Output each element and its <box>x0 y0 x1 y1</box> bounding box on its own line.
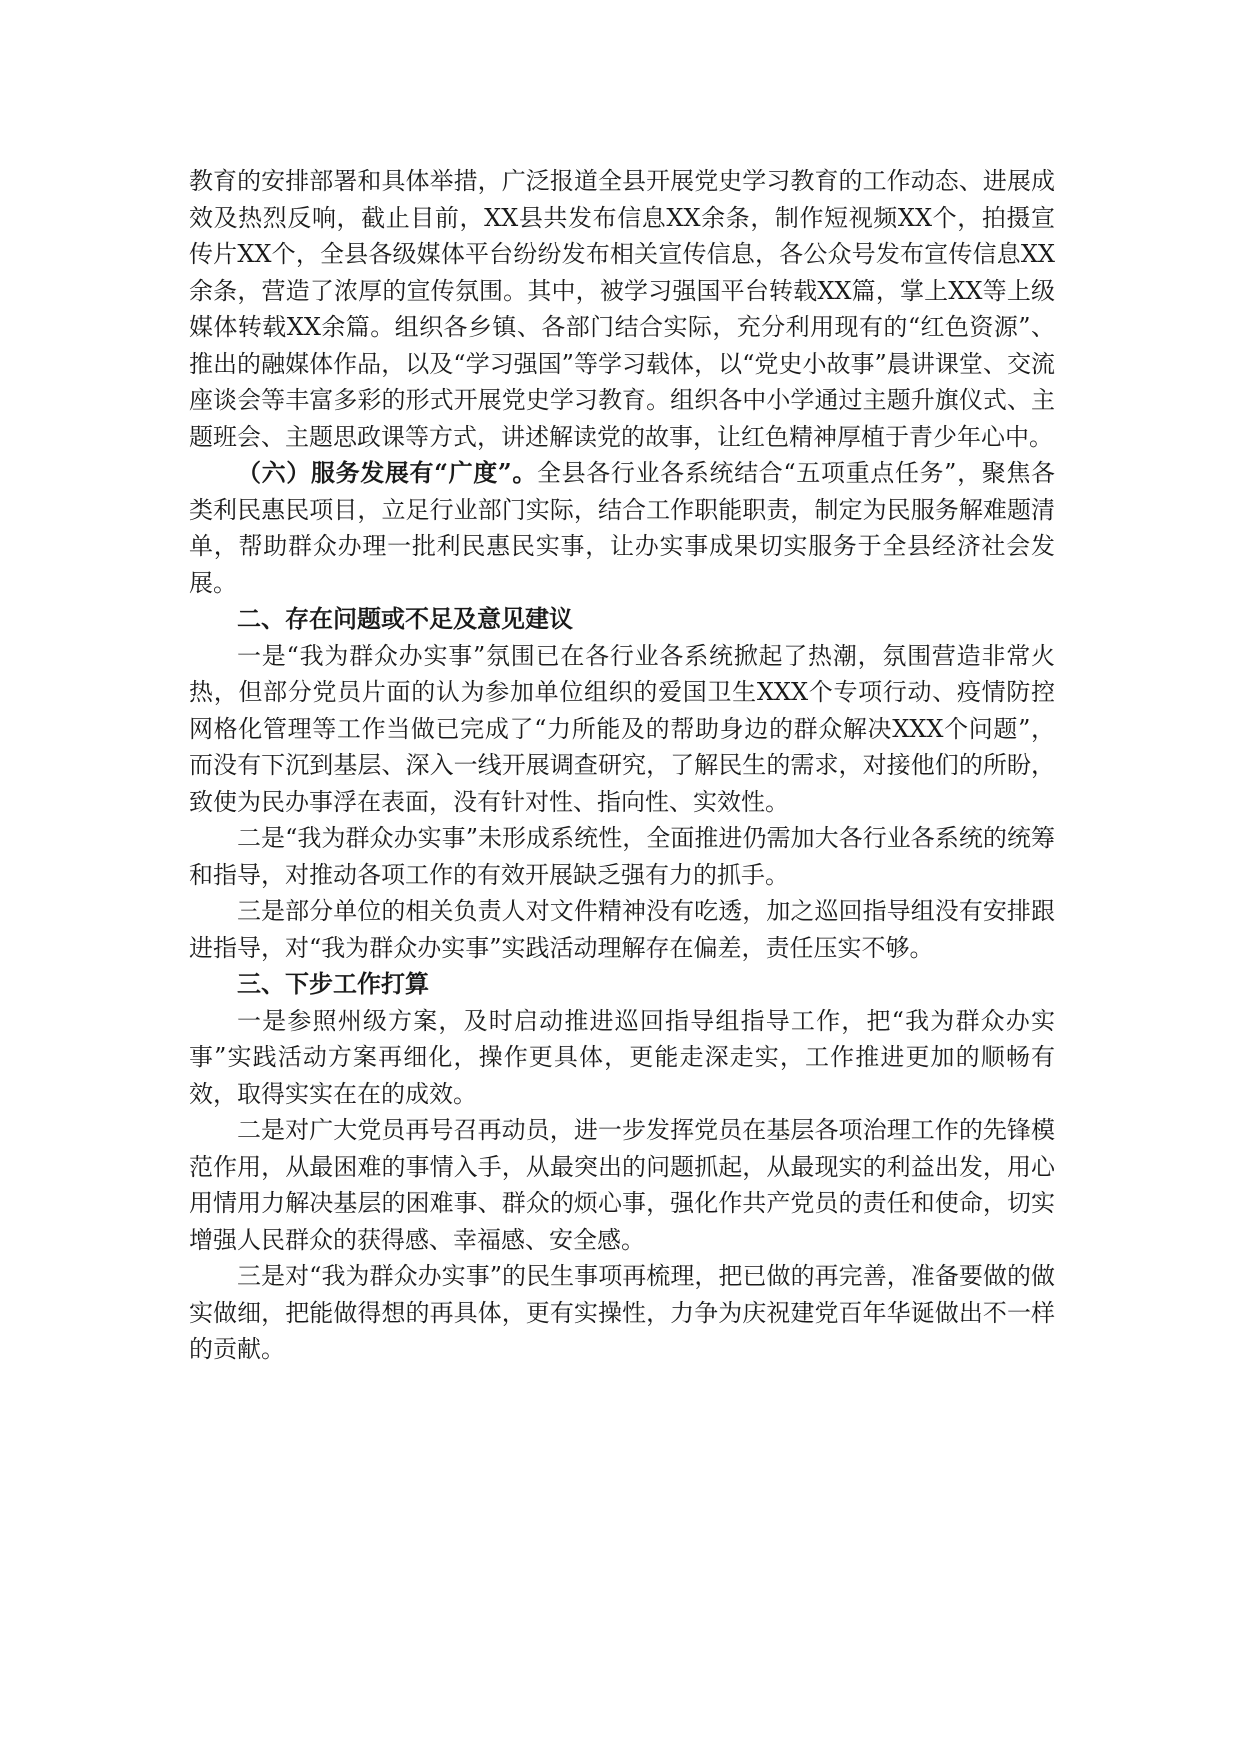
problem-item-1: 一是“我为群众办实事”氛围已在各行业各系统掀起了热潮，氛围营造非常火热，但部分党员片面的认为参加单位组织的爱国卫生XXX个专项行动、疫情防控网格化管理等工作当做已完成了“力所能及的帮助身边的群众解决XXX个问题”，而没有下沉到基层、深入一线开展调查研究，了解民生的需求，对接他们的所盼，致使为民办事浮在表面，没有针对性、指向性、实效性。 <box>189 641 1055 816</box>
problem-item-3: 三是部分单位的相关负责人对文件精神没有吃透，加之巡回指导组没有安排跟进指导，对“我为群众办实事”实践活动理解存在偏差，责任压实不够。 <box>189 897 1055 962</box>
problem-item-2: 二是“我为群众办实事”未形成系统性，全面推进仍需加大各行业各系统的统筹和指导，对推动各项工作的有效开展缺乏强有力的抓手。 <box>189 824 1055 889</box>
plan-item-2: 二是对广大党员再号召再动员，进一步发挥党员在基层各项治理工作的先锋模范作用，从最困难的事情入手，从最突出的问题抓起，从最现实的利益出发，用心用情用力解决基层的困难事、群众的烦心事，强化作共产党员的责任和使命，切实增强人民群众的获得感、幸福感、安全感。 <box>189 1116 1055 1254</box>
plan-item-1: 一是参照州级方案，及时启动推进巡回指导组指导工作，把“我为群众办实事”实践活动方案再细化，操作更具体，更能走深走实，工作推进更加的顺畅有效，取得实实在在的成效。 <box>189 1006 1055 1108</box>
section-six-lead: （六）服务发展有“广度”。 <box>237 458 537 487</box>
continued-paragraph: 教育的安排部署和具体举措，广泛报道全县开展党史学习教育的工作动态、进展成效及热烈反响，截止目前，XX县共发布信息XX余条，制作短视频XX个，拍摄宣传片XX个，全县各级媒体平台纷纷发布相关宣传信息，各公众号发布宣传信息XX余条，营造了浓厚的宣传氛围。其中，被学习强国平台转载XX篇，掌上XX等上级媒体转载XX余篇。组织各乡镇、各部门结合实际，充分利用现有的“红色资源”、推出的融媒体作品，以及“学习强国”等学习载体，以“党史小故事”晨讲课堂、交流座谈会等丰富多彩的形式开展党史学习教育。组织各中小学通过主题升旗仪式、主题班会、主题思政课等方式，讲述解读党的故事，让红色精神厚植于青少年心中。 <box>189 167 1055 451</box>
section-six-paragraph <box>189 455 1055 601</box>
document-body <box>189 163 1055 1368</box>
heading-problems: 二、存在问题或不足及意见建议 <box>237 604 573 633</box>
plan-item-3: 三是对“我为群众办实事”的民生事项再梳理，把已做的再完善，准备要做的做实做细，把能做得想的再具体，更有实操性，力争为庆祝建党百年华诞做出不一样的贡献。 <box>189 1262 1055 1363</box>
section-six-body: 全县各行业各系统结合“五项重点任务”，聚焦各类利民惠民项目，立足行业部门实际，结合工作职能职责，制定为民服务解难题清单，帮助群众办理一批利民惠民实事，让办实事成果切实服务于全县经济社会发展。 <box>189 459 1055 597</box>
heading-next-steps: 三、下步工作打算 <box>237 969 429 998</box>
